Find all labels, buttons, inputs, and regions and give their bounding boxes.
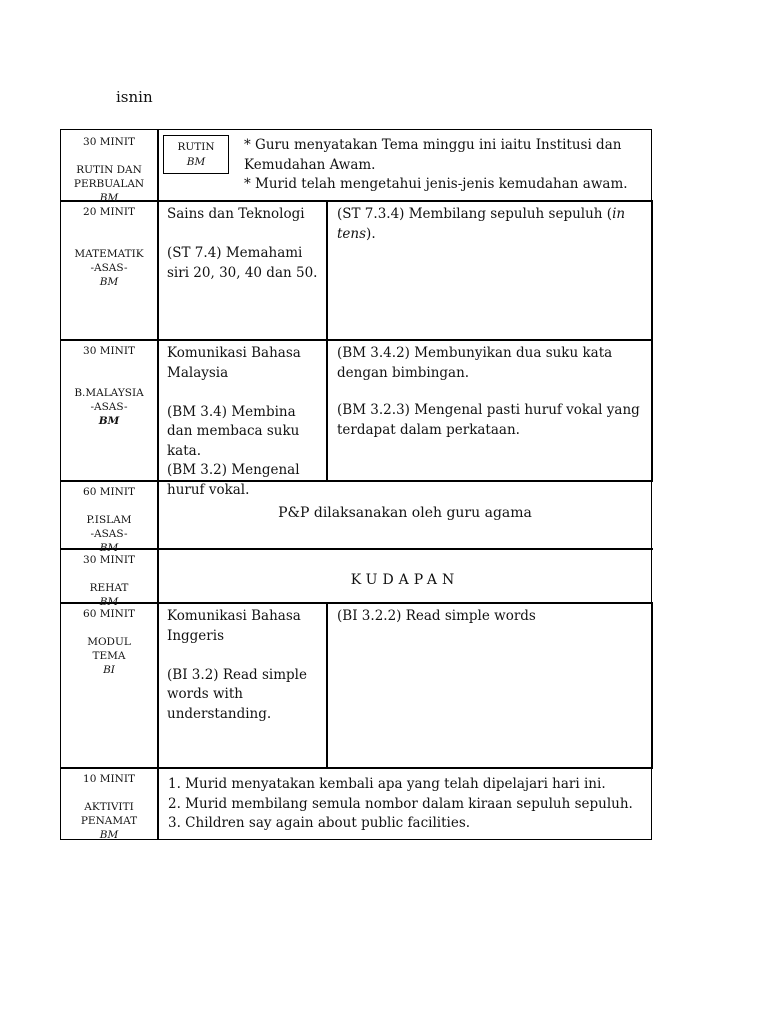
rutin-tag-box: RUTIN BM (163, 135, 229, 174)
day-heading: isnin (116, 88, 153, 106)
bmalaysia-standard: Komunikasi Bahasa Malaysia (BM 3.4) Membina dan membaca suku kata. (BM 3.2) Mengenal huruf vokal. (167, 345, 301, 498)
list-item: 2. Murid membilang semula nombor dalam kiraan sepuluh sepuluh. (168, 795, 633, 812)
matematik-objective: (ST 7.3.4) Membilang sepuluh sepuluh (in tens). (337, 206, 626, 242)
rutin-notes: * Guru menyatakan Tema minggu ini iaitu Institusi dan Kemudahan Awam. * Murid telah mengetahui jenis-jenis kemudahan awam. (244, 137, 628, 192)
matematik-standard: Sains dan Teknologi (ST 7.4) Memahami siri 20, 30, 40 dan 50. (167, 206, 318, 281)
rehat-content: KUDAPAN (350, 572, 460, 588)
aktiviti-penamat-list (168, 775, 648, 834)
row-rutin-label: 30 MINIT RUTIN DAN PERBUALAN BM (61, 135, 157, 199)
row-matematik-label: 20 MINIT MATEMATIK -ASAS- BM (74, 206, 144, 288)
modul-tema-objective: (BI 3.2.2) Read simple words (337, 608, 536, 624)
pislam-content: P&P dilaksanakan oleh guru agama (278, 505, 532, 521)
bmalaysia-objective: (BM 3.4.2) Membunyikan dua suku kata dengan bimbingan. (BM 3.2.3) Mengenal pasti huruf vokal yang terdapat dalam perkataan. (337, 345, 640, 438)
row-rehat-label: 30 MINIT REHAT BM (83, 554, 135, 608)
row-aktiviti-penamat-label: 10 MINIT AKTIVITI PENAMAT BM (80, 773, 138, 841)
row-modul-tema-label: 60 MINIT MODUL TEMA BI (83, 608, 135, 676)
duration: 30 MINIT (83, 136, 135, 148)
row-bmalaysia-label: 30 MINIT B.MALAYSIA -ASAS- BM (74, 345, 144, 427)
list-item: 3. Children say again about public facilities. (168, 815, 471, 831)
row-pislam-label: 60 MINIT P.ISLAM -ASAS- BM (83, 486, 135, 554)
modul-tema-standard: Komunikasi Bahasa Inggeris (BI 3.2) Read simple words with understanding. (167, 608, 307, 722)
list-item: 1. Murid menyatakan kembali apa yang telah dipelajari hari ini. (168, 776, 606, 792)
